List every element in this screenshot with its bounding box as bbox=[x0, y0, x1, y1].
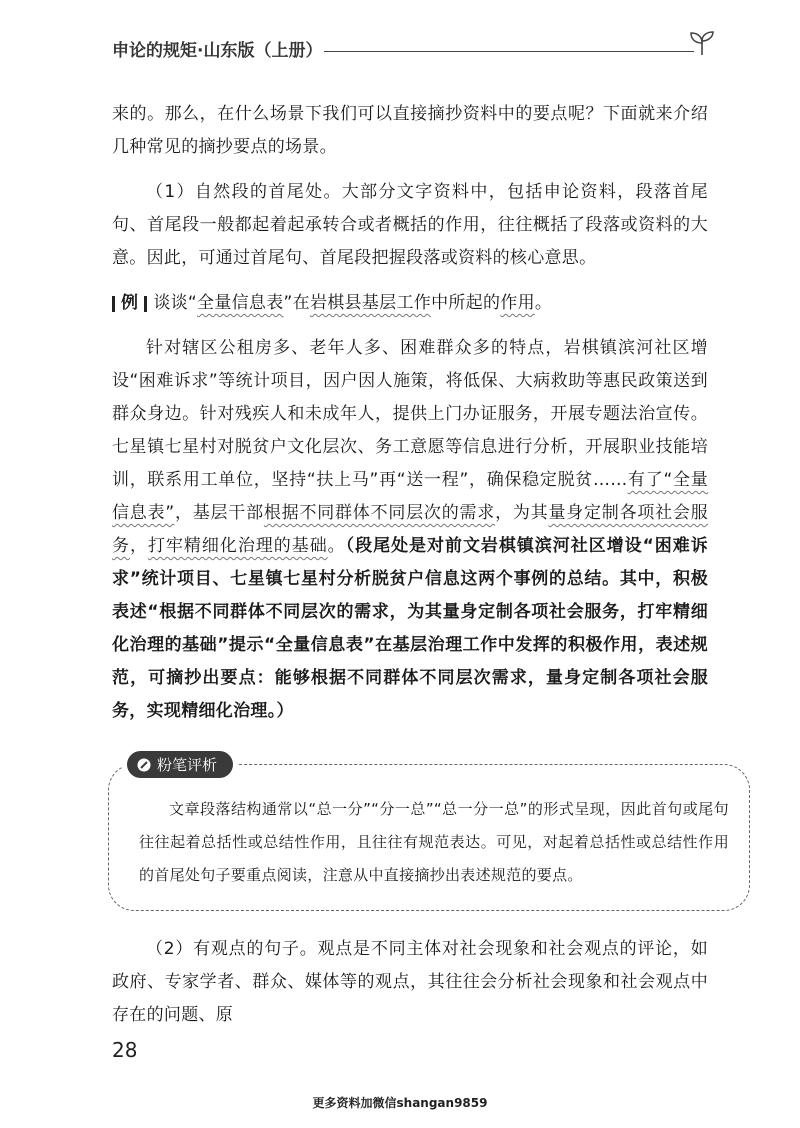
page-number: 28 bbox=[112, 1038, 138, 1062]
example-bar-right bbox=[144, 296, 147, 312]
running-header bbox=[112, 36, 712, 60]
example-bar-left bbox=[112, 296, 115, 312]
commentary-text: 文章段落结构通常以“总一分”“分一总”“总一分一总”的形式呈现，因此首句或尾句往往起着总括性或总结性作用，且往往有规范表达。可见，对起着总括性或总结性作用的首尾处句子要重点阅读，注意从中直接摘抄出表述规范的要点。 bbox=[139, 800, 729, 884]
example-label: 例 bbox=[121, 293, 139, 313]
point2-paragraph: （2）有观点的句子。观点是不同主体对社会现象和社会观点的评论，如政府、专家学者、群众、媒体等的观点，其往往会分析社会现象和社会观点中存在的问题、原 bbox=[112, 939, 708, 1025]
material-paragraph: 针对辖区公租房多、老年人多、困难群众多的特点，岩棋镇滨河社区增设“困难诉求”等统计项目，因户因人施策，将低保、大病救助等惠民政策送到群众身边。针对残疾人和未成年人，提供上门办证服务，开展专题法治宣传。七星镇七星村对脱贫户文化层次、务工意愿等信息进行分析，开展职业技能培训，联系用工单位，坚持“扶上马”再“送一程”，确保稳定脱贫……有了“全量信息表”，基层干部根据不同群体不同层次的需求，为其量身定制各项社会服务，打牢精细化治理的基础。（段尾处是对前文岩棋镇滨河社区增设“困难诉求”统计项目、七星镇七星村分析脱贫户信息这两个事例的总结。其中，积极表述“根据不同群体不同层次的需求，为其量身定制各项社会服务，打牢精细化治理的基础”提示“全量信息表”在基层治理工作中发挥的积极作用，表述规范，可摘抄出要点：能够根据不同群体不同层次需求，量身定制各项社会服务，实现精细化治理。） bbox=[112, 338, 709, 721]
underline-phrase: 有了“全量信息表” bbox=[112, 470, 708, 523]
commentary-tag bbox=[123, 751, 237, 778]
underline-phrase: 根据不同群体不同层次的需求 bbox=[263, 503, 496, 523]
commentary-box bbox=[108, 756, 750, 911]
header-rule bbox=[324, 51, 694, 52]
page-body bbox=[112, 98, 729, 1032]
underline-phrase: 量身定制各项社会服务 bbox=[112, 503, 709, 556]
commentary-tag-label: 粉笔评析 bbox=[157, 756, 218, 774]
intro-paragraph: 来的。那么，在什么场景下我们可以直接摘抄资料中的要点呢？下面就来介绍几种常见的摘抄要点的场景。 bbox=[112, 104, 708, 157]
analysis-note: （段尾处是对前文岩棋镇滨河社区增设“困难诉求”统计项目、七星镇七星村分析脱贫户信息这两个事例的总结。其中，积极表述“根据不同群体不同层次的需求，为其量身定制各项社会服务，打牢精细化治理的基础”提示“全量信息表”在基层治理工作中发挥的积极作用，表述规范，可摘抄出要点：能够根据不同群体不同层次需求，量身定制各项社会服务，实现精细化治理。） bbox=[112, 536, 709, 721]
example-question bbox=[112, 287, 708, 320]
pencil-icon bbox=[137, 758, 151, 772]
underline-phrase: 打牢精细化治理的基础 bbox=[147, 536, 328, 556]
example-text: 谈谈“全量信息表”在岩棋县基层工作中所起的作用。 bbox=[153, 293, 553, 313]
sprout-icon bbox=[688, 30, 716, 56]
book-title: 申论的规矩·山东版（上册） bbox=[112, 41, 323, 61]
footer-note: 更多资料加微信shangan9859 bbox=[312, 1096, 488, 1110]
point1-paragraph: （1）自然段的首尾处。大部分文字资料中，包括申论资料，段落首尾句、首尾段一般都起着起承转合或者概括的作用，往往概括了段落或资料的大意。因此，可通过首尾句、首尾段把握段落或资料的核心意思。 bbox=[112, 182, 708, 268]
